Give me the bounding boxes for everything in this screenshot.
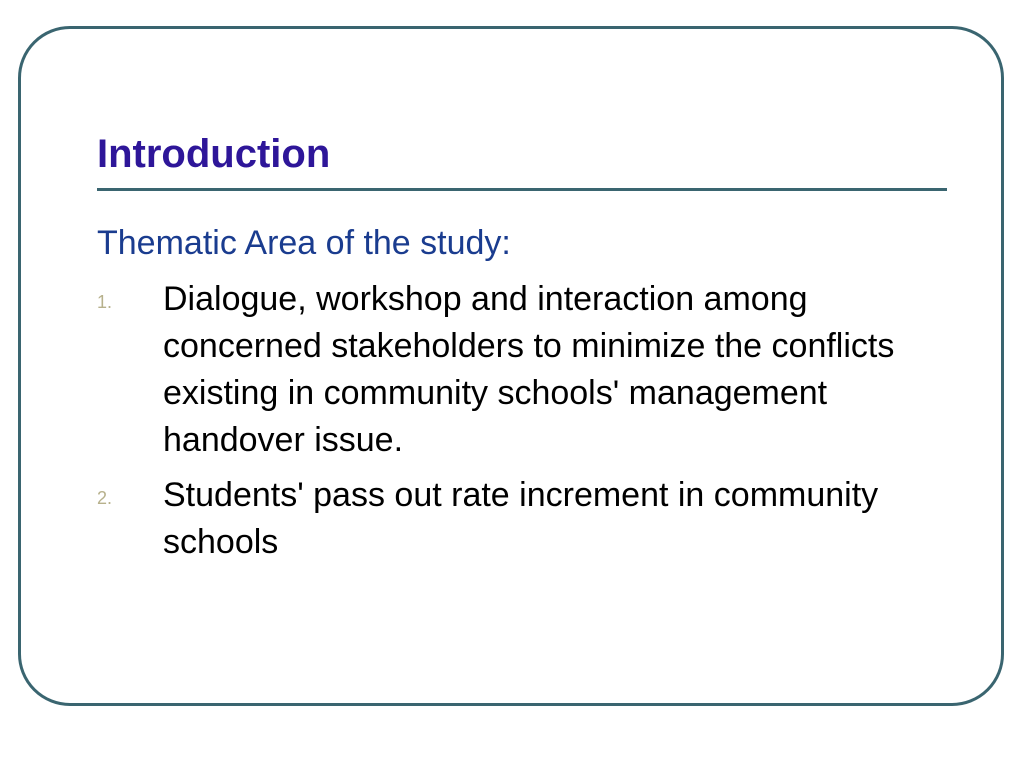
list-item-text: Students' pass out rate increment in community schools xyxy=(163,476,879,561)
list-number: 2. xyxy=(97,488,113,508)
thematic-area-list xyxy=(97,276,897,574)
list-item-text: Dialogue, workshop and interaction among concerned stakeholders to minimize the conflicts existing in community schools' management handover issue. xyxy=(163,280,895,459)
list-item xyxy=(97,276,897,464)
list-item xyxy=(97,472,897,566)
list-number: 1. xyxy=(97,292,113,312)
title-underline xyxy=(97,188,947,191)
slide-title: Introduction xyxy=(97,132,331,176)
slide-subheading: Thematic Area of the study: xyxy=(97,224,511,262)
